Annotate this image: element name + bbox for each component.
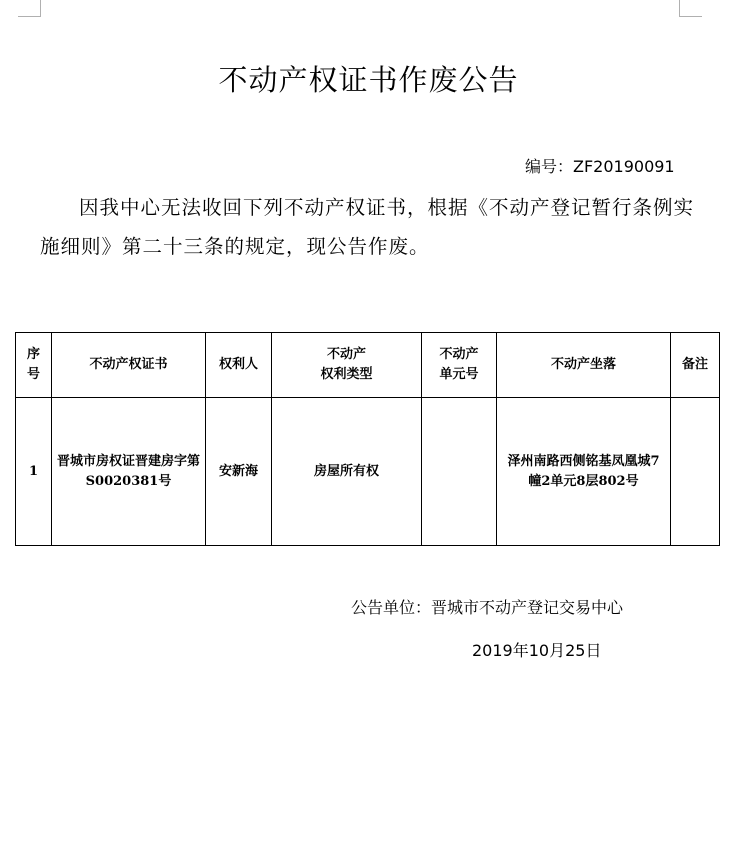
certificate-table	[15, 332, 720, 546]
cell-remarks	[671, 398, 720, 546]
page-title: 不动产权证书作废公告	[218, 63, 519, 97]
table-header-row	[16, 333, 720, 398]
issuing-unit: 公告单位：晋城市不动产登记交易中心	[351, 598, 624, 617]
header-seq-line2: 号	[26, 367, 40, 382]
notice-date: 2019年10月25日	[472, 641, 602, 660]
header-seq	[16, 333, 52, 398]
header-unit-no-line1: 不动产	[439, 347, 479, 362]
page-corner-mark-left	[18, 0, 41, 17]
cell-right-type	[272, 398, 422, 546]
cell-seq	[16, 398, 52, 546]
header-remarks-label: 备注	[681, 357, 708, 372]
cell-unit-no	[422, 398, 497, 546]
header-location	[497, 333, 671, 398]
header-location-label: 不动产坐落	[550, 357, 616, 372]
cell-certificate	[52, 398, 206, 546]
header-right-type-line1: 不动产	[326, 347, 366, 362]
header-right-type-line2: 权利类型	[320, 367, 373, 382]
cell-right-type-value: 房屋所有权	[313, 463, 379, 479]
cell-location-value: 泽州南路西侧铭基凤凰城7幢2单元8层802号	[507, 453, 660, 489]
header-right-type	[272, 333, 422, 398]
header-certificate-label: 不动产权证书	[89, 357, 168, 372]
header-holder	[206, 333, 272, 398]
notice-body-paragraph: 因我中心无法收回下列不动产权证书，根据《不动产登记暂行条例实施细则》第二十三条的规定，现公告作废。	[40, 196, 695, 258]
header-unit-no-line2: 单元号	[439, 367, 479, 382]
header-unit-no	[422, 333, 497, 398]
cell-certificate-value: 晋城市房权证晋建房字第S0020381号	[57, 453, 201, 489]
table-row	[16, 398, 720, 546]
cell-location	[497, 398, 671, 546]
header-remarks	[671, 333, 720, 398]
page-corner-mark-right	[679, 0, 702, 17]
cell-holder-value: 安新海	[218, 463, 258, 479]
header-certificate	[52, 333, 206, 398]
document-number: 编号：ZF20190091	[525, 157, 675, 176]
header-seq-line1: 序	[26, 347, 40, 362]
cell-holder	[206, 398, 272, 546]
cell-seq-value: 1	[28, 463, 39, 479]
header-holder-label: 权利人	[218, 357, 258, 372]
